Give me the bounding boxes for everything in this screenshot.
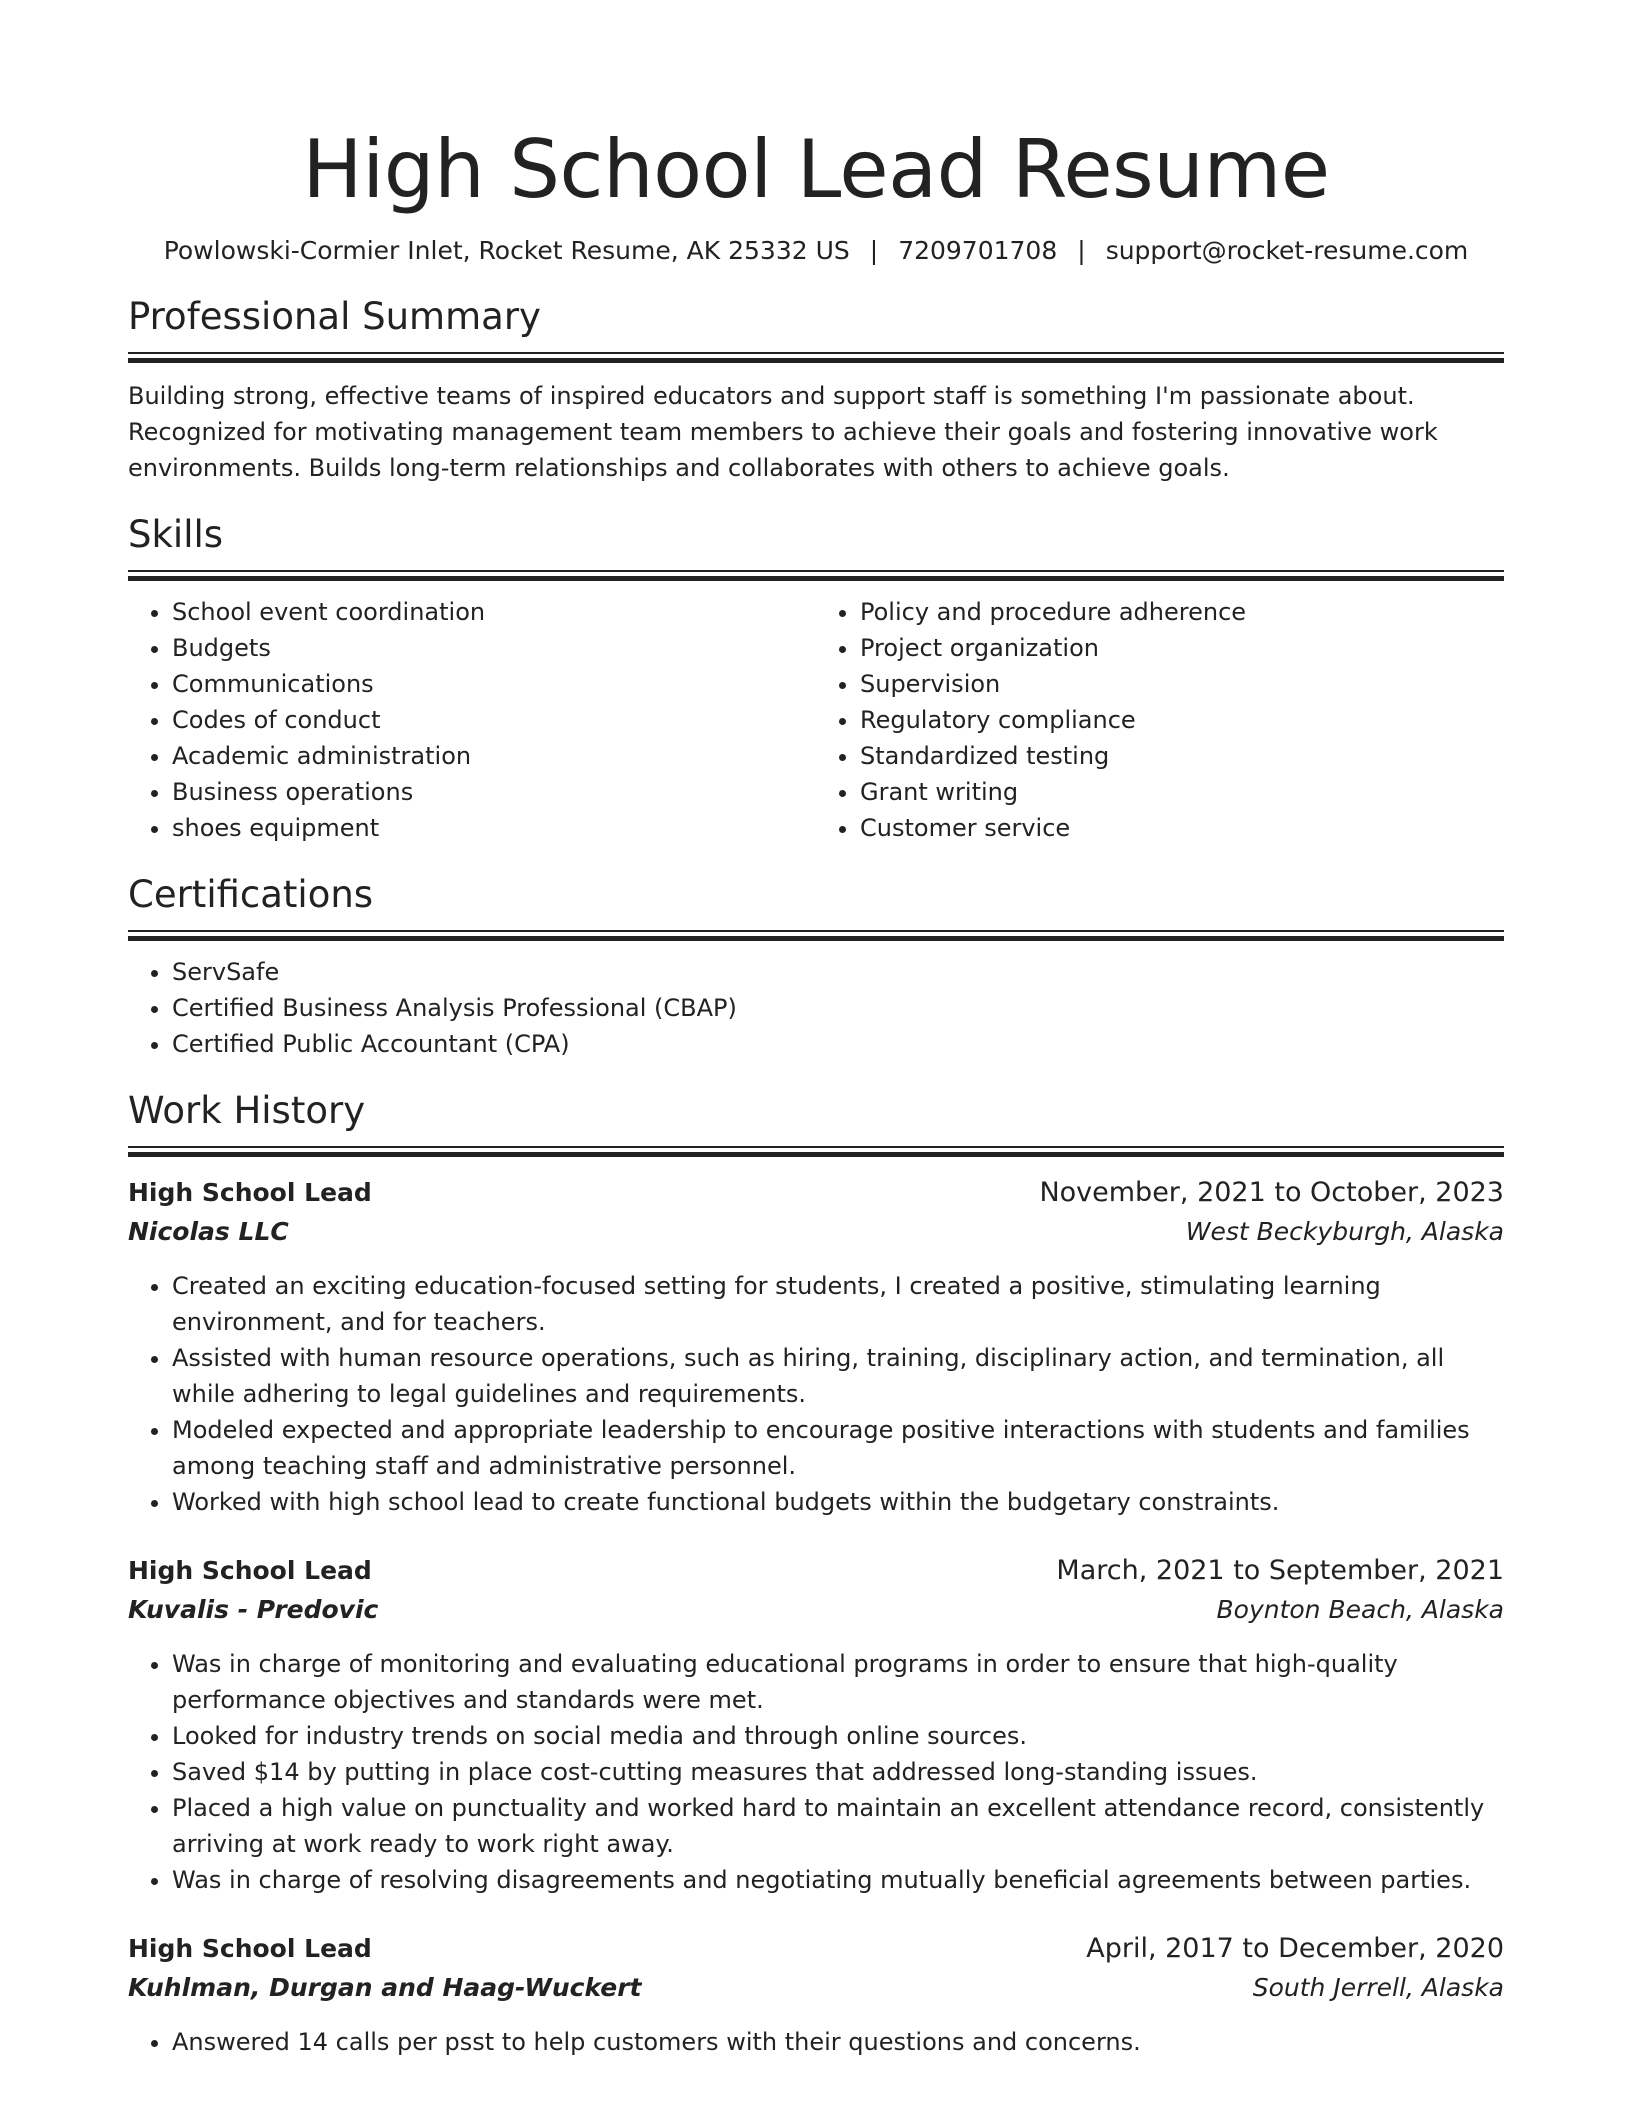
certification-item: • Certified Public Accountant (CPA) xyxy=(172,1026,1504,1062)
job-title: High School Lead xyxy=(128,1934,372,1963)
job-location: South Jerrell, Alaska xyxy=(1252,1973,1504,2002)
resume-title: High School Lead Resume xyxy=(302,123,1330,216)
job-bullet: • Saved $14 by putting in place cost-cutting measures that addressed long-standing issues. xyxy=(172,1754,1504,1790)
certifications-section xyxy=(128,872,1504,1062)
job-company: Kuvalis - Predovic xyxy=(128,1595,379,1624)
section-title-skills: Skills xyxy=(128,513,224,556)
job-dates: April, 2017 to December, 2020 xyxy=(1086,1933,1504,1964)
skill-item: • School event coordination xyxy=(172,594,816,630)
section-divider xyxy=(128,1146,1504,1156)
job-company: Nicolas LLC xyxy=(128,1217,289,1246)
job-company: Kuhlman, Durgan and Haag-Wuckert xyxy=(128,1973,642,2002)
section-title-summary: Professional Summary xyxy=(128,295,541,338)
skill-item: • shoes equipment xyxy=(172,810,816,846)
skill-item: • Customer service xyxy=(860,810,1504,846)
job-dates: March, 2021 to September, 2021 xyxy=(1056,1555,1504,1586)
skill-item: • Regulatory compliance xyxy=(860,702,1504,738)
skill-item: • Communications xyxy=(172,666,816,702)
skills-list-right xyxy=(816,594,1504,846)
skills-section xyxy=(128,512,1504,846)
resume-page xyxy=(128,120,1504,2060)
job-bullet: • Placed a high value on punctuality and worked hard to maintain an excellent attendance record, consistently arriving at work ready to work right away. xyxy=(172,1790,1504,1862)
skill-item: • Academic administration xyxy=(172,738,816,774)
job-bullets xyxy=(128,2024,1504,2060)
skills-list-left xyxy=(128,594,816,846)
job-bullet: • Looked for industry trends on social media and through online sources. xyxy=(172,1718,1504,1754)
section-divider xyxy=(128,930,1504,940)
section-divider xyxy=(128,570,1504,580)
section-title-certifications: Certifications xyxy=(128,873,374,916)
job-bullets xyxy=(128,1646,1504,1898)
work-history-section xyxy=(128,1088,1504,2060)
job-bullet: • Was in charge of resolving disagreements and negotiating mutually beneficial agreements between parties. xyxy=(172,1862,1504,1898)
skill-item: • Grant writing xyxy=(860,774,1504,810)
skill-item: • Standardized testing xyxy=(860,738,1504,774)
job-bullet: • Assisted with human resource operations, such as hiring, training, disciplinary action, and termination, all while adhering to legal guidelines and requirements. xyxy=(172,1340,1504,1412)
certification-item: • ServSafe xyxy=(172,954,1504,990)
skill-item: • Supervision xyxy=(860,666,1504,702)
job-bullet: • Was in charge of monitoring and evaluating educational programs in order to ensure that high-quality performance objectives and standards were met. xyxy=(172,1646,1504,1718)
job-bullets xyxy=(128,1268,1504,1520)
skills-grid xyxy=(128,594,1504,846)
job-bullet: • Worked with high school lead to create functional budgets within the budgetary constraints. xyxy=(172,1484,1504,1520)
job-entry xyxy=(128,1552,1504,1898)
job-title: High School Lead xyxy=(128,1178,372,1207)
contact-separator: | xyxy=(869,236,879,265)
job-location: West Beckyburgh, Alaska xyxy=(1185,1217,1504,1246)
job-entry xyxy=(128,1930,1504,2060)
contact-email: support@rocket-resume.com xyxy=(1105,236,1469,265)
summary-section xyxy=(128,294,1504,486)
summary-text: Building strong, effective teams of inspired educators and support staff is something I'm passionate about. Recognized for motivating management team members to achieve their goals and fostering innovative work environments. Builds long-term relationships and collaborates with others to achieve goals. xyxy=(128,382,1438,482)
work-jobs xyxy=(128,1174,1504,2060)
job-dates: November, 2021 to October, 2023 xyxy=(1039,1177,1504,1208)
skill-item: • Policy and procedure adherence xyxy=(860,594,1504,630)
job-bullet: • Created an exciting education-focused setting for students, I created a positive, stimulating learning environment, and for teachers. xyxy=(172,1268,1504,1340)
section-divider xyxy=(128,352,1504,362)
certifications-list xyxy=(128,954,1504,1062)
job-bullet: • Answered 14 calls per psst to help customers with their questions and concerns. xyxy=(172,2024,1504,2060)
certification-item: • Certified Business Analysis Professional (CBAP) xyxy=(172,990,1504,1026)
job-entry xyxy=(128,1174,1504,1520)
skill-item: • Project organization xyxy=(860,630,1504,666)
job-title: High School Lead xyxy=(128,1556,372,1585)
skill-item: • Codes of conduct xyxy=(172,702,816,738)
contact-phone: 7209701708 xyxy=(898,236,1058,265)
skill-item: • Budgets xyxy=(172,630,816,666)
job-bullet: • Modeled expected and appropriate leadership to encourage positive interactions with students and families among teaching staff and administrative personnel. xyxy=(172,1412,1504,1484)
section-title-work-history: Work History xyxy=(128,1089,366,1132)
job-location: Boynton Beach, Alaska xyxy=(1216,1595,1504,1624)
contact-line xyxy=(128,234,1504,268)
contact-address: Powlowski-Cormier Inlet, Rocket Resume, AK 25332 US xyxy=(163,236,850,265)
contact-separator: | xyxy=(1077,236,1086,265)
skill-item: • Business operations xyxy=(172,774,816,810)
